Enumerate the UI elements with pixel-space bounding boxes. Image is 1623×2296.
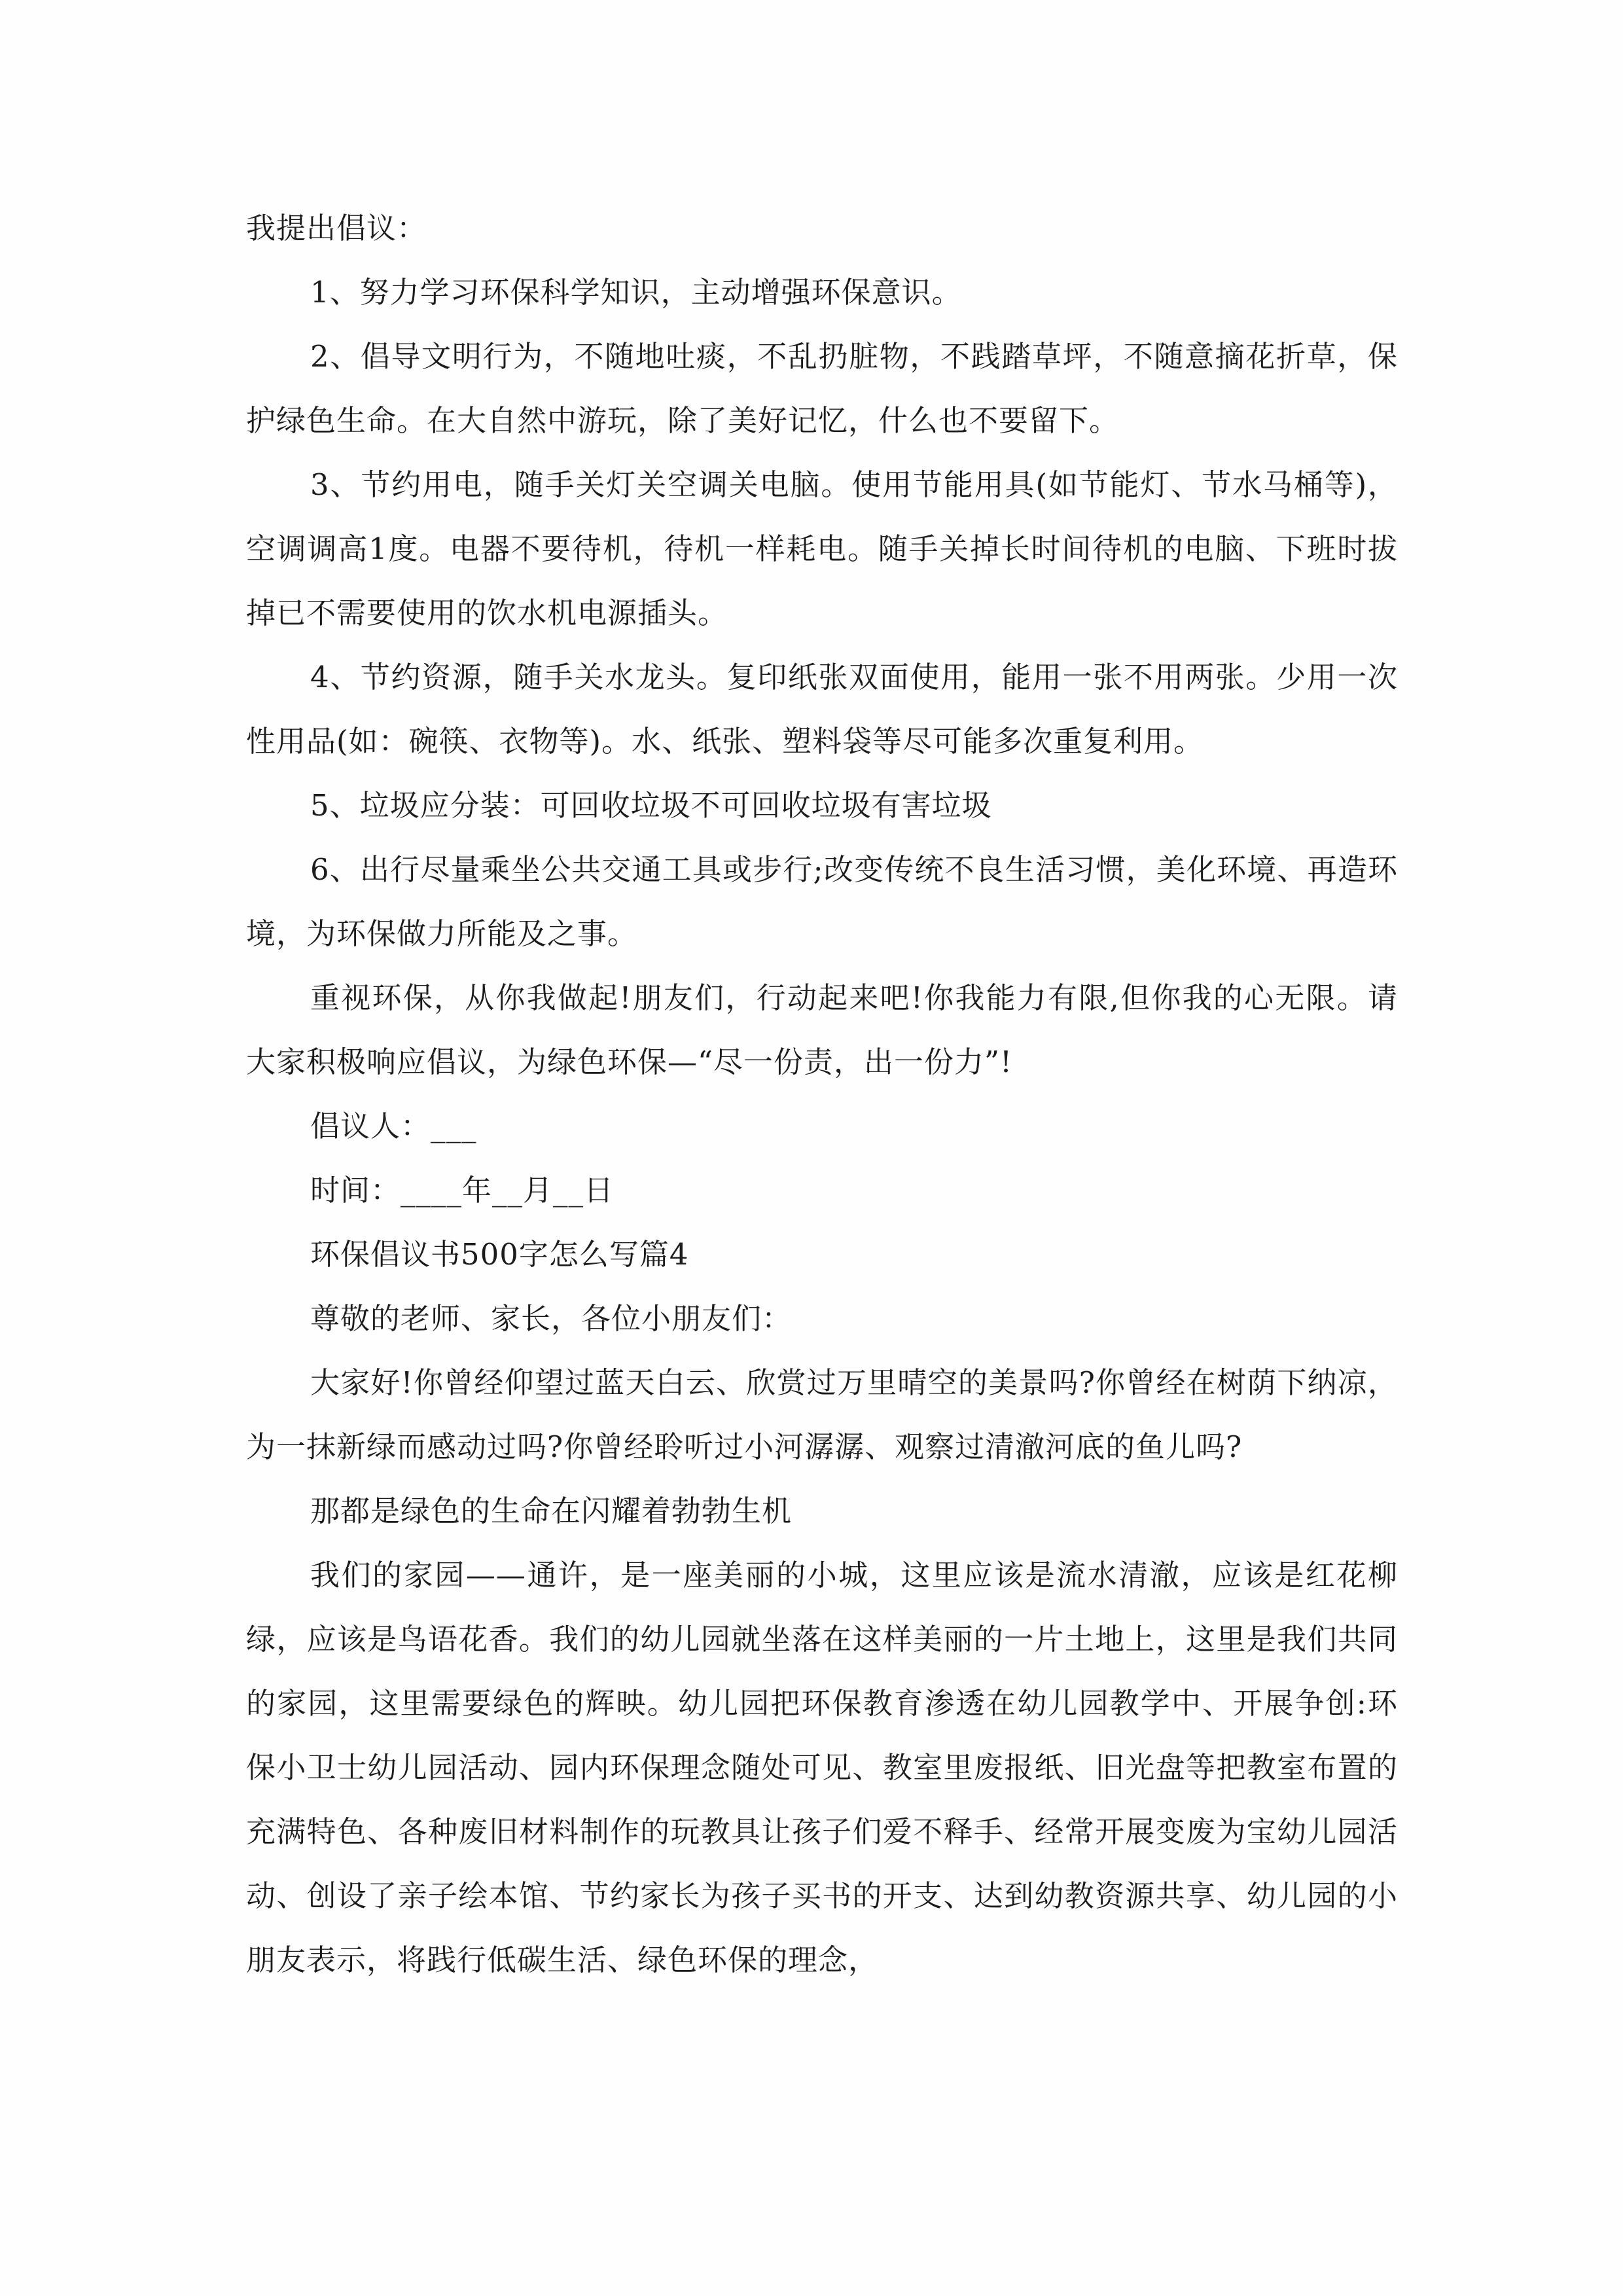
paragraph-item-6: 6、出行尽量乘坐公共交通工具或步行;改变传统不良生活习惯，美化环境、再造环境，为环保做力所能及之事。 [246,852,1398,951]
date-line: 时间：____年__月__日 [310,1173,615,1208]
paragraph-greeting: 大家好!你曾经仰望过蓝天白云、欣赏过万里晴空的美景吗?你曾经在树荫下纳凉，为一抹新绿而感动过吗?你曾经聆听过小河潺潺、观察过清澈河底的鱼儿吗? [246,1365,1398,1464]
paragraph-item-3: 3、节约用电，随手关灯关空调关电脑。使用节能用具(如节能灯、节水马桶等)，空调调高1度。电器不要待机，待机一样耗电。随手关掉长时间待机的电脑、下班时拔掉已不需要使用的饮水机电源插头。 [246,467,1398,630]
signature-line: 倡议人：___ [310,1109,477,1143]
paragraph-closing: 重视环保，从你我做起!朋友们，行动起来吧!你我能力有限,但你我的心无限。请大家积极响应倡议，为绿色环保—“尽一份责，出一份力”! [246,980,1398,1079]
paragraph-item-4: 4、节约资源，随手关水龙头。复印纸张双面使用，能用一张不用两张。少用一次性用品(如：碗筷、衣物等)。水、纸张、塑料袋等尽可能多次重复利用。 [246,660,1398,759]
salutation: 尊敬的老师、家长，各位小朋友们： [310,1301,793,1336]
paragraph-item-5: 5、垃圾应分装：可回收垃圾不可回收垃圾有害垃圾 [310,788,992,823]
paragraph-hometown: 我们的家园——通许，是一座美丽的小城，这里应该是流水清澈，应该是红花柳绿，应该是鸟语花香。我们的幼儿园就坐落在这样美丽的一片土地上，这里是我们共同的家园，这里需要绿色的辉映。幼儿园把环保教育渗透在幼儿园教学中、开展争创:环保小卫士幼儿园活动、园内环保理念随处可见、教室里废报纸、旧光盘等把教室布置的充满特色、各种废旧材料制作的玩教具让孩子们爱不释手、经常开展变废为宝幼儿园活动、创设了亲子绘本馆、节约家长为孩子买书的开支、达到幼教资源共享、幼儿园的小朋友表示，将践行低碳生活、绿色环保的理念， [246,1558,1398,1977]
paragraph-green-life: 那都是绿色的生命在闪耀着勃勃生机 [310,1494,793,1528]
paragraph-intro: 我提出倡议： [246,211,427,245]
paragraph-item-1: 1、努力学习环保科学知识，主动增强环保意识。 [310,275,962,310]
document-body [246,196,1398,1992]
paragraph-item-2: 2、倡导文明行为，不随地吐痰，不乱扔脏物，不践踏草坪，不随意摘花折草，保护绿色生命。在大自然中游玩，除了美好记忆，什么也不要留下。 [246,339,1398,438]
section-heading: 环保倡议书500字怎么写篇4 [310,1237,689,1272]
